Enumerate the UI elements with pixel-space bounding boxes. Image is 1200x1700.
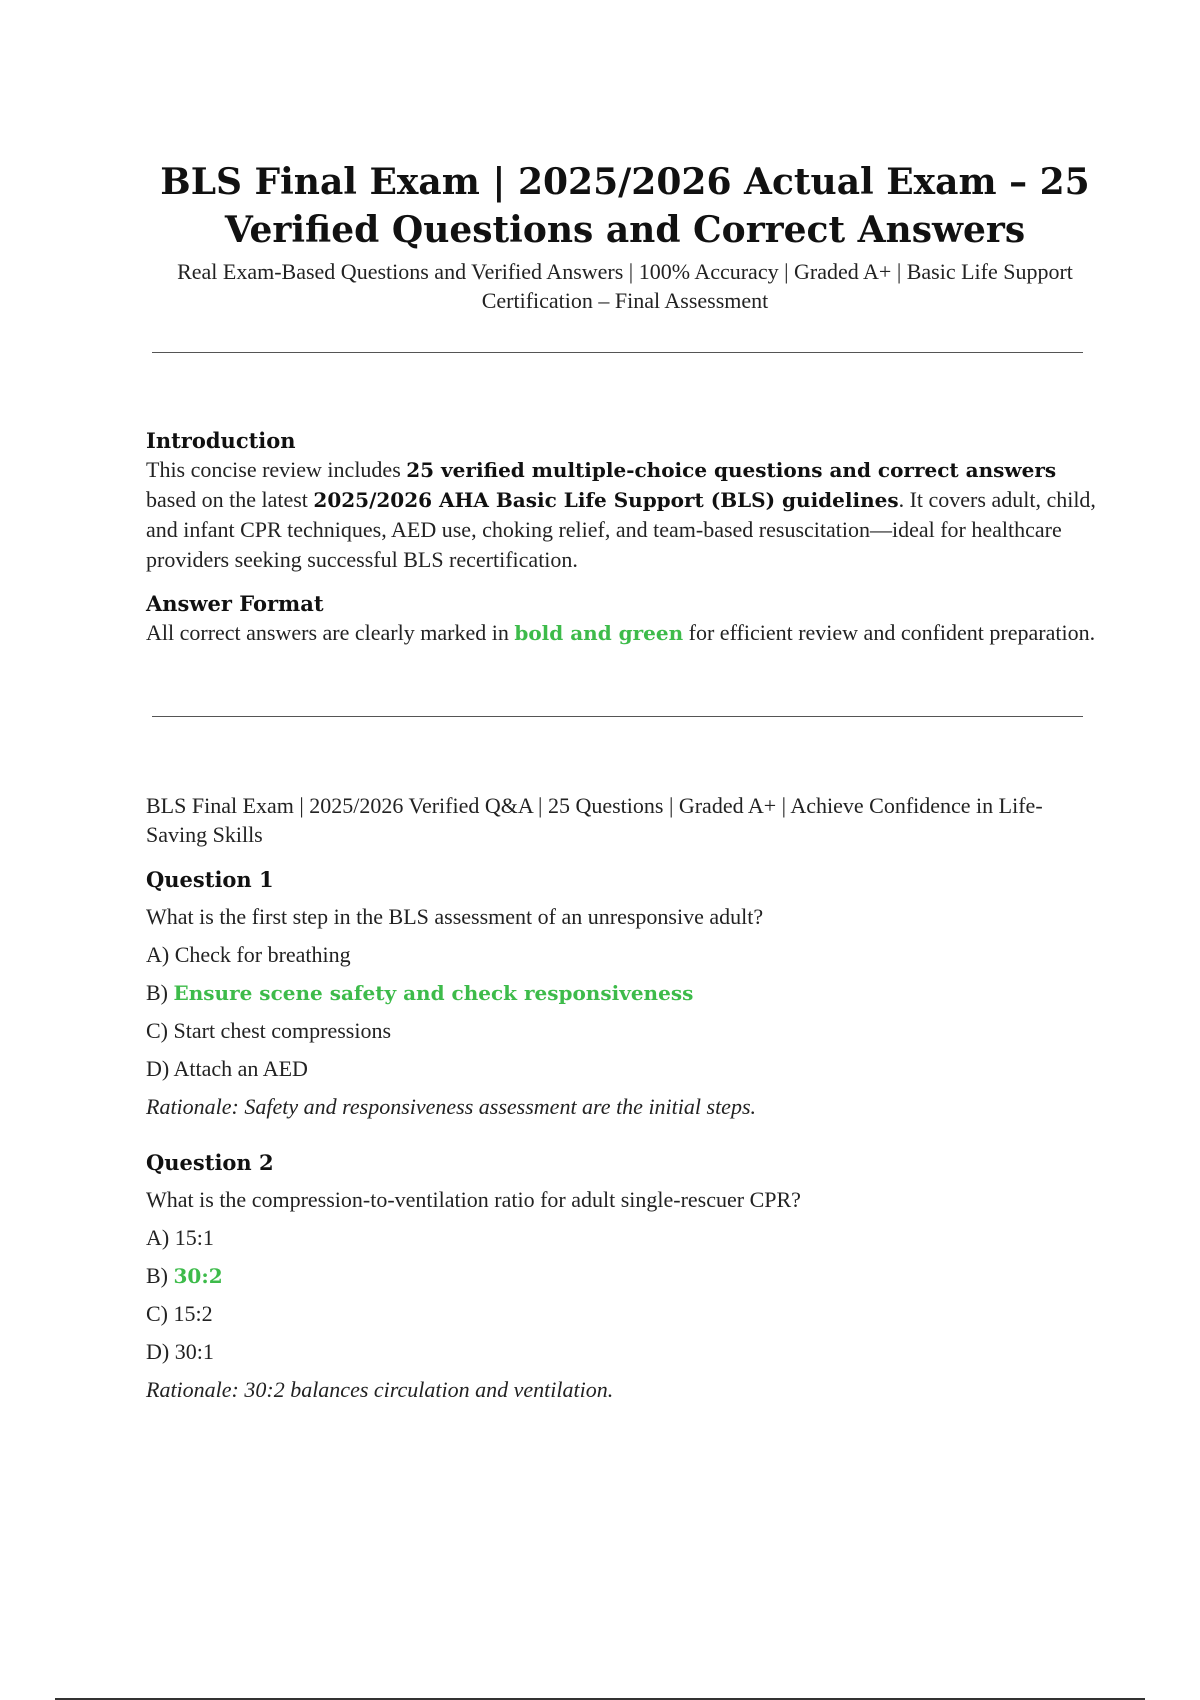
option-text: Start chest compressions (173, 1018, 392, 1043)
option-prefix: A) (146, 1225, 175, 1250)
question-text: What is the first step in the BLS assessment of an unresponsive adult? (146, 904, 764, 929)
option-text-correct: 30:2 (173, 1264, 223, 1288)
option-prefix: C) (146, 1018, 174, 1043)
answer-option (146, 1016, 1096, 1046)
answer-format-text: for efficient review and confident preparation. (683, 620, 1096, 645)
option-prefix: B) (146, 980, 174, 1005)
intro-text: . It covers adult, child, and infant CPR techniques, AED use, choking relief, and team-based resuscitation—ideal for healthcare providers seeking successful BLS recertification. (146, 487, 1096, 572)
option-prefix: A) (146, 942, 175, 967)
rationale-text: Rationale: Safety and responsiveness assessment are the initial steps. (146, 1094, 757, 1119)
option-prefix: C) (146, 1301, 174, 1326)
answer-format-section (146, 589, 1096, 648)
introduction-heading: Introduction (146, 428, 296, 453)
option-prefix: D) (146, 1339, 175, 1364)
answer-format-paragraph (146, 618, 1096, 648)
introduction-paragraph (146, 455, 1096, 575)
option-text: 30:1 (174, 1339, 214, 1364)
answer-option (146, 1299, 1096, 1329)
intro-text: This concise review includes (146, 457, 407, 482)
answer-option-correct (146, 978, 1096, 1008)
introduction-section (146, 426, 1096, 575)
question-block-2 (146, 1149, 1096, 1405)
divider (152, 716, 1083, 717)
option-prefix: D) (146, 1056, 174, 1081)
document-subtitle: Real Exam-Based Questions and Verified Answers | 100% Accuracy | Graded A+ | Basic Life Support Certification – Final Assessment (177, 259, 1073, 313)
divider (152, 352, 1083, 353)
option-text: 15:2 (173, 1301, 213, 1326)
intro-text: based on the latest (146, 487, 314, 512)
question-title: Question 1 (146, 867, 274, 892)
option-text: Check for breathing (174, 942, 351, 967)
option-prefix: B) (146, 1263, 174, 1288)
series-line: BLS Final Exam | 2025/2026 Verified Q&A | 25 Questions | Graded A+ | Achieve Confidence in Life-Saving Skills (146, 793, 1043, 847)
intro-bold-text: 2025/2026 AHA Basic Life Support (BLS) guidelines (313, 488, 899, 512)
document-title: BLS Final Exam | 2025/2026 Actual Exam – 25 Verified Questions and Correct Answers (160, 161, 1090, 251)
question-text: What is the compression-to-ventilation ratio for adult single-rescuer CPR? (146, 1187, 801, 1212)
question-block-1 (146, 866, 1096, 1122)
option-text: Attach an AED (173, 1056, 308, 1081)
answer-format-heading: Answer Format (146, 591, 324, 616)
answer-format-text: All correct answers are clearly marked in (146, 620, 515, 645)
answer-option-correct (146, 1261, 1096, 1291)
question-title: Question 2 (146, 1150, 274, 1175)
answer-option (146, 940, 1096, 970)
intro-bold-text: 25 verified multiple-choice questions and correct answers (406, 458, 1057, 482)
option-text-correct: Ensure scene safety and check responsiveness (173, 981, 694, 1005)
option-text: 15:1 (174, 1225, 214, 1250)
rationale-text: Rationale: 30:2 balances circulation and ventilation. (146, 1377, 614, 1402)
answer-format-green-text: bold and green (514, 621, 684, 645)
answer-option (146, 1223, 1096, 1253)
answer-option (146, 1054, 1096, 1084)
answer-option (146, 1337, 1096, 1367)
